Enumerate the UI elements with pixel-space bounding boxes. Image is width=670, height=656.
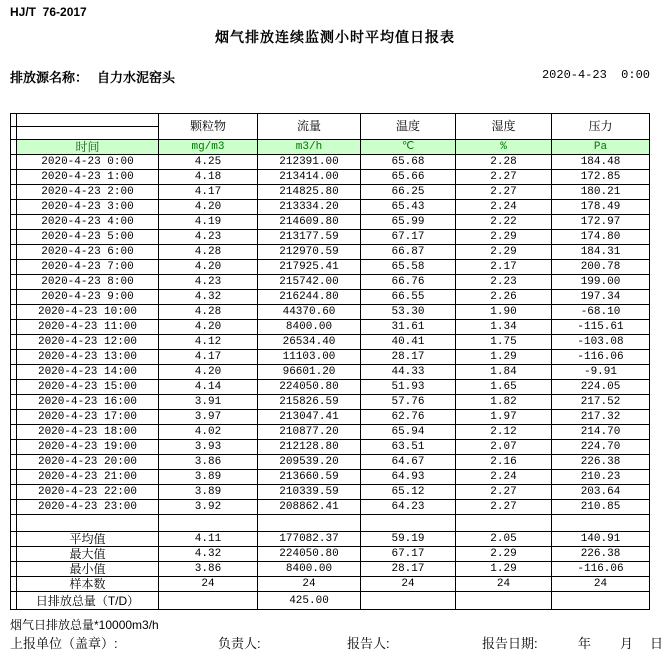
column-title-temperature: 温度 (361, 114, 456, 140)
column-title-row (11, 114, 650, 127)
value-cell: 209539.20 (258, 455, 361, 470)
value-cell: 203.64 (552, 485, 650, 500)
value-cell: 4.19 (159, 215, 258, 230)
value-cell: 216244.80 (258, 290, 361, 305)
table-row (11, 245, 650, 260)
value-cell: 2.22 (456, 215, 552, 230)
value-cell: 213047.41 (258, 410, 361, 425)
summary-value: 1.29 (456, 562, 552, 577)
summary-value: 67.17 (361, 547, 456, 562)
summary-row (11, 562, 650, 577)
report-date-label: 报告日期: (482, 636, 538, 651)
table-row (11, 155, 650, 170)
value-cell: 4.28 (159, 245, 258, 260)
value-cell: 217925.41 (258, 260, 361, 275)
summary-value: 425.00 (258, 592, 361, 610)
summary-label: 样本数 (17, 577, 159, 592)
value-cell: 224.05 (552, 380, 650, 395)
value-cell: 226.38 (552, 455, 650, 470)
value-cell: 215742.00 (258, 275, 361, 290)
table-row (11, 365, 650, 380)
value-cell: 66.25 (361, 185, 456, 200)
summary-value: 2.05 (456, 532, 552, 547)
value-cell: -103.08 (552, 335, 650, 350)
unit-flow: m3/h (258, 140, 361, 155)
time-cell: 2020-4-23 12:00 (17, 335, 159, 350)
value-cell: -68.10 (552, 305, 650, 320)
value-cell: 197.34 (552, 290, 650, 305)
value-cell: 1.97 (456, 410, 552, 425)
value-cell: 63.51 (361, 440, 456, 455)
table-row (11, 380, 650, 395)
column-title-humidity: 湿度 (456, 114, 552, 140)
summary-value: 226.38 (552, 547, 650, 562)
time-cell: 2020-4-23 23:00 (17, 500, 159, 515)
summary-value (159, 592, 258, 610)
time-cell: 2020-4-23 0:00 (17, 155, 159, 170)
table-row (11, 200, 650, 215)
summary-value: 28.17 (361, 562, 456, 577)
value-cell: 3.89 (159, 470, 258, 485)
summary-label: 最小值 (17, 562, 159, 577)
value-cell: 174.80 (552, 230, 650, 245)
value-cell: 3.86 (159, 455, 258, 470)
year-label: 年 (578, 636, 592, 651)
value-cell: 2.24 (456, 470, 552, 485)
table-row (11, 290, 650, 305)
value-cell: 67.17 (361, 230, 456, 245)
time-cell: 2020-4-23 17:00 (17, 410, 159, 425)
summary-value: 24 (361, 577, 456, 592)
value-cell: -9.91 (552, 365, 650, 380)
value-cell: 1.34 (456, 320, 552, 335)
value-cell: 4.23 (159, 275, 258, 290)
value-cell: 64.23 (361, 500, 456, 515)
value-cell: 172.85 (552, 170, 650, 185)
source-name-value: 自力水泥窑头 (97, 70, 176, 85)
value-cell: 65.12 (361, 485, 456, 500)
value-cell: 2.27 (456, 500, 552, 515)
summary-label: 平均值 (17, 532, 159, 547)
summary-value: 8400.00 (258, 562, 361, 577)
value-cell: 65.58 (361, 260, 456, 275)
value-cell: 44.33 (361, 365, 456, 380)
table-row (11, 395, 650, 410)
summary-value: 4.11 (159, 532, 258, 547)
summary-value: 224050.80 (258, 547, 361, 562)
value-cell: 66.87 (361, 245, 456, 260)
value-cell: 2.29 (456, 245, 552, 260)
value-cell: 212128.80 (258, 440, 361, 455)
responsible-label: 负责人: (218, 636, 261, 651)
value-cell: -116.06 (552, 350, 650, 365)
time-cell: 2020-4-23 22:00 (17, 485, 159, 500)
value-cell: 1.84 (456, 365, 552, 380)
unit-humidity: % (456, 140, 552, 155)
value-cell: 214825.80 (258, 185, 361, 200)
value-cell: 2.16 (456, 455, 552, 470)
summary-value: 24 (552, 577, 650, 592)
time-cell: 2020-4-23 1:00 (17, 170, 159, 185)
blank-cell (456, 515, 552, 532)
blank-cell (552, 515, 650, 532)
value-cell: 51.93 (361, 380, 456, 395)
value-cell: 210.23 (552, 470, 650, 485)
table-row (11, 440, 650, 455)
hourly-rows (11, 155, 650, 515)
value-cell: 4.17 (159, 350, 258, 365)
value-cell: 3.91 (159, 395, 258, 410)
table-row (11, 170, 650, 185)
report-unit-label: 上报单位（盖章）: (10, 636, 118, 651)
column-title-pressure: 压力 (552, 114, 650, 140)
table-row (11, 410, 650, 425)
time-cell: 2020-4-23 15:00 (17, 380, 159, 395)
value-cell: 4.32 (159, 290, 258, 305)
summary-label: 最大值 (17, 547, 159, 562)
summary-rows (11, 532, 650, 610)
value-cell: 2.27 (456, 485, 552, 500)
time-cell: 2020-4-23 9:00 (17, 290, 159, 305)
value-cell: 2.29 (456, 230, 552, 245)
time-cell: 2020-4-23 21:00 (17, 470, 159, 485)
value-cell: 4.20 (159, 200, 258, 215)
value-cell: 224050.80 (258, 380, 361, 395)
table-row (11, 455, 650, 470)
value-cell: 4.25 (159, 155, 258, 170)
column-title-flow: 流量 (258, 114, 361, 140)
value-cell: 53.30 (361, 305, 456, 320)
table-row (11, 470, 650, 485)
time-cell: 2020-4-23 18:00 (17, 425, 159, 440)
value-cell: 4.20 (159, 365, 258, 380)
value-cell: 31.61 (361, 320, 456, 335)
summary-value (552, 592, 650, 610)
blank-cell (361, 515, 456, 532)
value-cell: 2.23 (456, 275, 552, 290)
value-cell: 65.66 (361, 170, 456, 185)
value-cell: 180.21 (552, 185, 650, 200)
value-cell: 215826.59 (258, 395, 361, 410)
value-cell: 1.82 (456, 395, 552, 410)
value-cell: 1.29 (456, 350, 552, 365)
blank-row (11, 515, 650, 532)
value-cell: 213334.20 (258, 200, 361, 215)
time-cell: 2020-4-23 10:00 (17, 305, 159, 320)
value-cell: 210.85 (552, 500, 650, 515)
month-label: 月 (620, 636, 634, 651)
value-cell: 1.75 (456, 335, 552, 350)
value-cell: 4.14 (159, 380, 258, 395)
value-cell: 213660.59 (258, 470, 361, 485)
report-datetime: 2020-4-23 0:00 (541, 68, 650, 82)
value-cell: 11103.00 (258, 350, 361, 365)
value-cell: 2.28 (456, 155, 552, 170)
value-cell: 199.00 (552, 275, 650, 290)
value-cell: 4.20 (159, 320, 258, 335)
value-cell: 184.48 (552, 155, 650, 170)
table-row (11, 500, 650, 515)
value-cell: 2.07 (456, 440, 552, 455)
value-cell: 2.26 (456, 290, 552, 305)
value-cell: 213414.00 (258, 170, 361, 185)
time-cell: 2020-4-23 16:00 (17, 395, 159, 410)
value-cell: 8400.00 (258, 320, 361, 335)
reporter-label: 报告人: (347, 636, 390, 651)
value-cell: 214609.80 (258, 215, 361, 230)
time-cell: 2020-4-23 20:00 (17, 455, 159, 470)
value-cell: 96601.20 (258, 365, 361, 380)
summary-value: 24 (258, 577, 361, 592)
value-cell: 3.92 (159, 500, 258, 515)
value-cell: 64.93 (361, 470, 456, 485)
value-cell: 26534.40 (258, 335, 361, 350)
table-row (11, 215, 650, 230)
value-cell: 213177.59 (258, 230, 361, 245)
value-cell: 4.28 (159, 305, 258, 320)
table-row (11, 485, 650, 500)
value-cell: 65.94 (361, 425, 456, 440)
summary-value: 59.19 (361, 532, 456, 547)
spacer-rows (11, 515, 650, 532)
value-cell: 65.43 (361, 200, 456, 215)
table-row (11, 275, 650, 290)
table-row (11, 230, 650, 245)
unit-temperature: ℃ (361, 140, 456, 155)
value-cell: 224.70 (552, 440, 650, 455)
value-cell: 208862.41 (258, 500, 361, 515)
summary-row (11, 547, 650, 562)
summary-value: 3.86 (159, 562, 258, 577)
value-cell: 64.67 (361, 455, 456, 470)
day-label: 日 (650, 636, 664, 651)
table-row (11, 425, 650, 440)
unit-particulate: mg/m3 (159, 140, 258, 155)
value-cell: 4.02 (159, 425, 258, 440)
time-cell: 2020-4-23 5:00 (17, 230, 159, 245)
value-cell: 2.17 (456, 260, 552, 275)
summary-value (361, 592, 456, 610)
value-cell: 212970.59 (258, 245, 361, 260)
doc-code: HJ/T 76-2017 (10, 5, 87, 19)
value-cell: 210877.20 (258, 425, 361, 440)
time-cell: 2020-4-23 13:00 (17, 350, 159, 365)
time-cell: 2020-4-23 8:00 (17, 275, 159, 290)
value-cell: 2.27 (456, 170, 552, 185)
value-cell: 40.41 (361, 335, 456, 350)
time-cell: 2020-4-23 3:00 (17, 200, 159, 215)
value-cell: 212391.00 (258, 155, 361, 170)
value-cell: 57.76 (361, 395, 456, 410)
blank-cell (17, 515, 159, 532)
summary-row (11, 532, 650, 547)
summary-value: 24 (159, 577, 258, 592)
source-name-label: 排放源名称： (10, 70, 89, 85)
time-cell: 2020-4-23 19:00 (17, 440, 159, 455)
value-cell: 2.12 (456, 425, 552, 440)
time-header: 时间 (17, 140, 159, 155)
value-cell: 4.17 (159, 185, 258, 200)
value-cell: 178.49 (552, 200, 650, 215)
table-row (11, 335, 650, 350)
summary-value: -116.06 (552, 562, 650, 577)
value-cell: 44370.60 (258, 305, 361, 320)
time-header-spacer (17, 127, 159, 140)
value-cell: 28.17 (361, 350, 456, 365)
page-title: 烟气排放连续监测小时平均值日报表 (215, 29, 455, 45)
value-cell: 172.97 (552, 215, 650, 230)
value-cell: 3.93 (159, 440, 258, 455)
value-cell: 217.52 (552, 395, 650, 410)
value-cell: 65.68 (361, 155, 456, 170)
table-row (11, 350, 650, 365)
summary-value: 24 (456, 577, 552, 592)
unit-pressure: Pa (552, 140, 650, 155)
value-cell: 4.23 (159, 230, 258, 245)
value-cell: 2.24 (456, 200, 552, 215)
time-cell: 2020-4-23 14:00 (17, 365, 159, 380)
summary-row (11, 592, 650, 610)
value-cell: 3.97 (159, 410, 258, 425)
value-cell: -115.61 (552, 320, 650, 335)
blank-cell (159, 515, 258, 532)
column-title-particulate: 颗粒物 (159, 114, 258, 140)
table-row (11, 305, 650, 320)
header-rows (11, 114, 650, 155)
value-cell: 2.27 (456, 185, 552, 200)
summary-value: 177082.37 (258, 532, 361, 547)
value-cell: 1.90 (456, 305, 552, 320)
value-cell: 1.65 (456, 380, 552, 395)
report-table (10, 113, 650, 610)
value-cell: 62.76 (361, 410, 456, 425)
value-cell: 65.99 (361, 215, 456, 230)
table-row (11, 260, 650, 275)
summary-value (456, 592, 552, 610)
unit-row (11, 140, 650, 155)
time-cell: 2020-4-23 7:00 (17, 260, 159, 275)
value-cell: 66.55 (361, 290, 456, 305)
summary-value: 4.32 (159, 547, 258, 562)
value-cell: 3.89 (159, 485, 258, 500)
value-cell: 200.78 (552, 260, 650, 275)
table-row (11, 185, 650, 200)
summary-row (11, 577, 650, 592)
value-cell: 217.32 (552, 410, 650, 425)
footer-note: 烟气日排放总量*10000m3/h (10, 618, 159, 632)
time-cell: 2020-4-23 4:00 (17, 215, 159, 230)
time-cell: 2020-4-23 2:00 (17, 185, 159, 200)
summary-value: 2.29 (456, 547, 552, 562)
table-row (11, 320, 650, 335)
value-cell: 214.70 (552, 425, 650, 440)
value-cell: 66.76 (361, 275, 456, 290)
value-cell: 4.18 (159, 170, 258, 185)
summary-label: 日排放总量（T/D） (17, 592, 159, 610)
blank-cell (258, 515, 361, 532)
time-cell: 2020-4-23 6:00 (17, 245, 159, 260)
time-header-spacer (17, 114, 159, 127)
value-cell: 210339.59 (258, 485, 361, 500)
summary-value: 140.91 (552, 532, 650, 547)
value-cell: 4.12 (159, 335, 258, 350)
value-cell: 4.20 (159, 260, 258, 275)
value-cell: 184.31 (552, 245, 650, 260)
time-cell: 2020-4-23 11:00 (17, 320, 159, 335)
